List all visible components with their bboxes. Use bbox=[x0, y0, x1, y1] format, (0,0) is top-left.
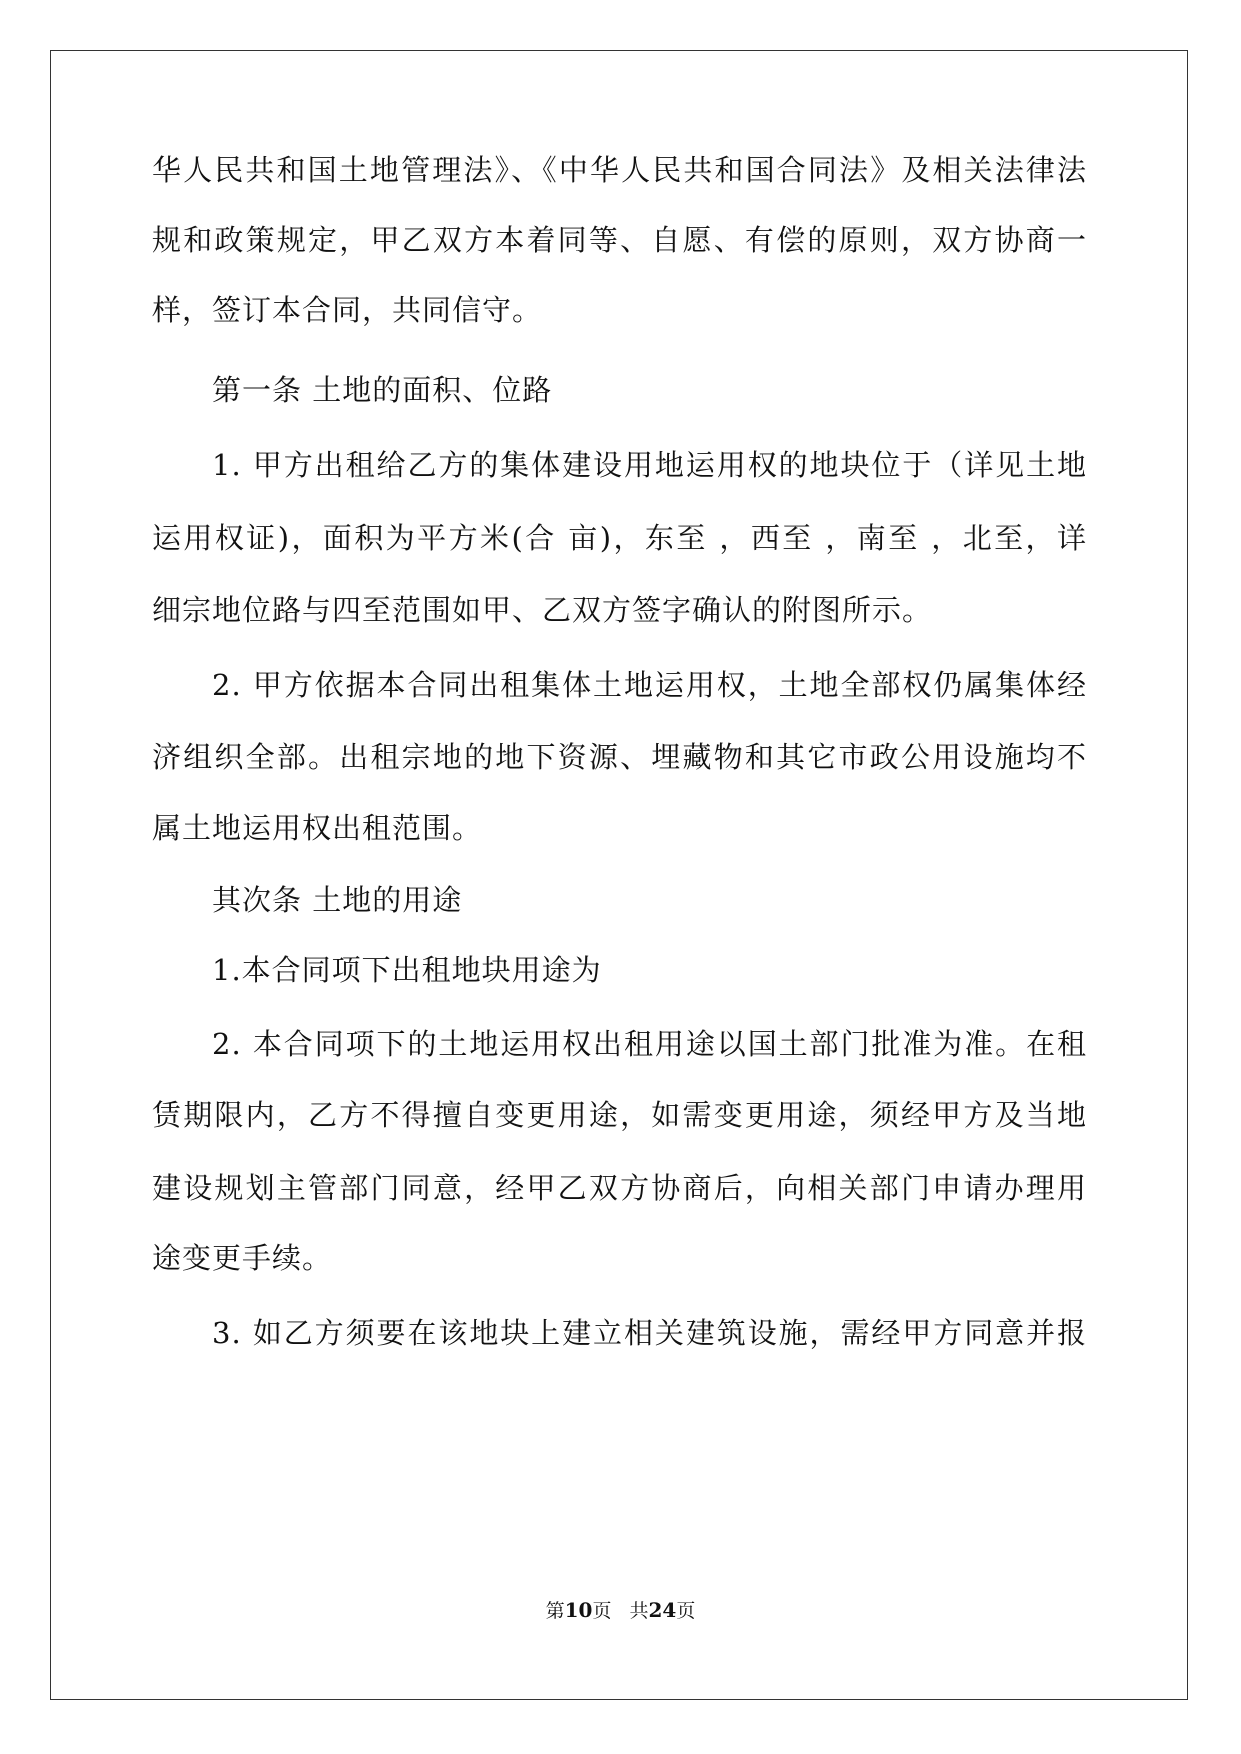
page-number: 10 bbox=[564, 1598, 593, 1622]
paragraph-line: 1.本合同项下出租地块用途为 bbox=[212, 953, 602, 987]
paragraph-line: 2. 本合同项下的土地运用权出租用途以国土部门批准为准。在租 bbox=[212, 1027, 1087, 1061]
paragraph-line: 属土地运用权出租范围。 bbox=[152, 811, 483, 845]
paragraph-line: 运用权证)，面积为平方米(合 亩)，东至 ，西至 ，南至 ，北至，详 bbox=[152, 521, 1087, 555]
paragraph-line: 建设规划主管部门同意，经甲乙双方协商后，向相关部门申请办理用 bbox=[152, 1171, 1087, 1205]
paragraph-line: 济组织全部。出租宗地的地下资源、埋藏物和其它市政公用设施均不 bbox=[152, 740, 1087, 774]
total-pages: 24 bbox=[648, 1598, 677, 1622]
paragraph-line: 规和政策规定，甲乙双方本着同等、自愿、有偿的原则，双方协商一 bbox=[152, 223, 1087, 257]
paragraph-line: 3. 如乙方须要在该地块上建立相关建筑设施，需经甲方同意并报 bbox=[212, 1316, 1087, 1350]
paragraph-line: 细宗地位路与四至范围如甲、乙双方签字确认的附图所示。 bbox=[152, 593, 933, 627]
paragraph-line: 途变更手续。 bbox=[152, 1241, 333, 1275]
paragraph-line: 赁期限内，乙方不得擅自变更用途，如需变更用途，须经甲方及当地 bbox=[152, 1098, 1087, 1132]
paragraph-line: 样，签订本合同，共同信守。 bbox=[152, 293, 543, 327]
paragraph-line: 2. 甲方依据本合同出租集体土地运用权，土地全部权仍属集体经 bbox=[212, 668, 1087, 702]
total-suffix: 页 bbox=[676, 1600, 696, 1622]
total-prefix: 共 bbox=[629, 1600, 649, 1622]
page-prefix: 第 bbox=[545, 1600, 565, 1622]
paragraph-line: 华人民共和国土地管理法》、《中华人民共和国合同法》及相关法律法 bbox=[152, 153, 1087, 187]
paragraph-line: 1. 甲方出租给乙方的集体建设用地运用权的地块位于（详见土地 bbox=[212, 448, 1087, 482]
page-suffix: 页 bbox=[592, 1600, 612, 1622]
section-heading: 第一条 土地的面积、位路 bbox=[212, 373, 553, 407]
page-footer bbox=[0, 1598, 1241, 1623]
section-heading: 其次条 土地的用途 bbox=[212, 883, 463, 917]
